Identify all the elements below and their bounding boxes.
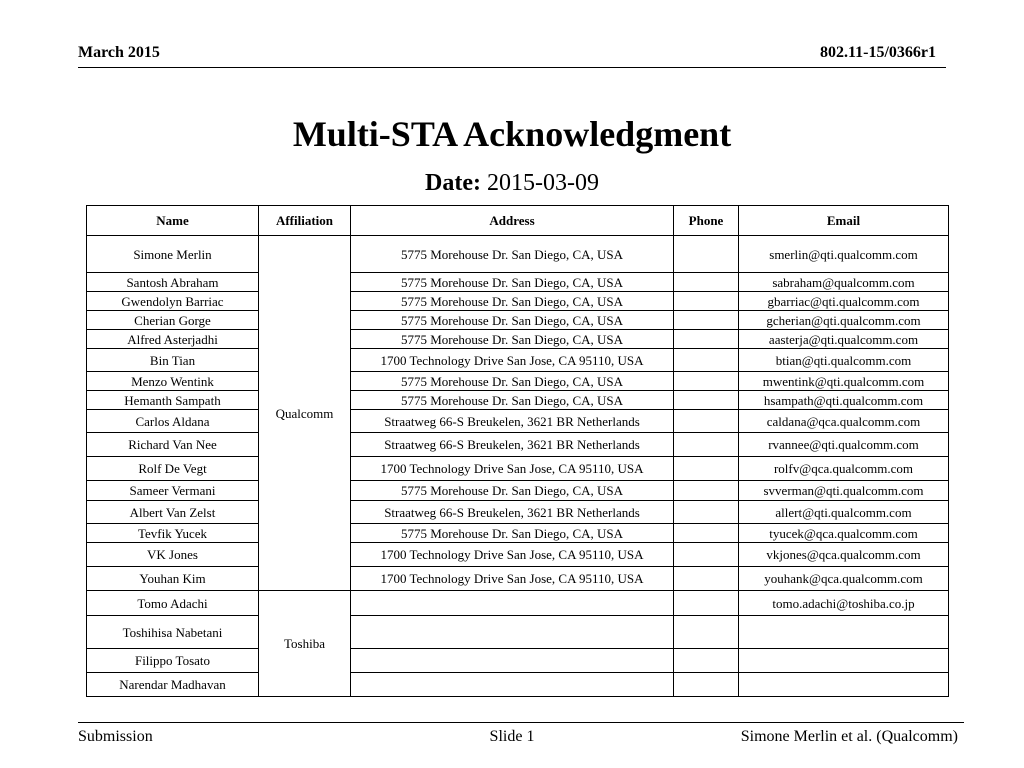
cell-email: tyucek@qca.qualcomm.com (739, 524, 949, 543)
cell-name: Toshihisa Nabetani (87, 616, 259, 649)
cell-email: gcherian@qti.qualcomm.com (739, 311, 949, 330)
cell-address: 5775 Morehouse Dr. San Diego, CA, USA (351, 330, 674, 349)
cell-email: hsampath@qti.qualcomm.com (739, 391, 949, 410)
cell-name: Albert Van Zelst (87, 501, 259, 524)
cell-name: VK Jones (87, 543, 259, 567)
cell-email: vkjones@qca.qualcomm.com (739, 543, 949, 567)
cell-email: rolfv@qca.qualcomm.com (739, 457, 949, 481)
header-divider (78, 67, 946, 68)
table-row (87, 616, 949, 649)
cell-email: smerlin@qti.qualcomm.com (739, 236, 949, 273)
cell-email: sabraham@qualcomm.com (739, 273, 949, 292)
table-row (87, 292, 949, 311)
column-header-name: Name (87, 206, 259, 236)
date-value: 2015-03-09 (486, 170, 599, 196)
cell-email (739, 673, 949, 697)
column-header-phone: Phone (674, 206, 739, 236)
table-row (87, 481, 949, 501)
table-row (87, 649, 949, 673)
cell-email: caldana@qca.qualcomm.com (739, 410, 949, 433)
table-row (87, 349, 949, 372)
table-row (87, 330, 949, 349)
cell-address: 5775 Morehouse Dr. San Diego, CA, USA (351, 524, 674, 543)
cell-phone (674, 524, 739, 543)
cell-address: 1700 Technology Drive San Jose, CA 95110, USA (351, 567, 674, 591)
cell-address (351, 673, 674, 697)
column-header-email: Email (739, 206, 949, 236)
cell-email: btian@qti.qualcomm.com (739, 349, 949, 372)
header-date: March 2015 (78, 44, 160, 61)
cell-phone (674, 273, 739, 292)
cell-email: allert@qti.qualcomm.com (739, 501, 949, 524)
cell-email: aasterja@qti.qualcomm.com (739, 330, 949, 349)
cell-name: Santosh Abraham (87, 273, 259, 292)
cell-phone (674, 567, 739, 591)
cell-name: Menzo Wentink (87, 372, 259, 391)
slide-title: Multi-STA Acknowledgment (292, 114, 732, 154)
cell-phone (674, 673, 739, 697)
cell-phone (674, 410, 739, 433)
table-row (87, 236, 949, 273)
cell-email: tomo.adachi@toshiba.co.jp (739, 591, 949, 616)
cell-address: 5775 Morehouse Dr. San Diego, CA, USA (351, 391, 674, 410)
cell-address: 1700 Technology Drive San Jose, CA 95110, USA (351, 457, 674, 481)
cell-email: svverman@qti.qualcomm.com (739, 481, 949, 501)
cell-name: Gwendolyn Barriac (87, 292, 259, 311)
cell-address (351, 591, 674, 616)
table-row (87, 410, 949, 433)
table-row (87, 372, 949, 391)
cell-email: youhank@qca.qualcomm.com (739, 567, 949, 591)
cell-phone (674, 616, 739, 649)
footer-author: Simone Merlin et al. (Qualcomm) (740, 728, 958, 745)
cell-phone (674, 349, 739, 372)
cell-name: Rolf De Vegt (87, 457, 259, 481)
cell-name: Sameer Vermani (87, 481, 259, 501)
footer-slide-number: Slide 1 (489, 728, 535, 745)
cell-address: 5775 Morehouse Dr. San Diego, CA, USA (351, 236, 674, 273)
table-row (87, 543, 949, 567)
cell-name: Richard Van Nee (87, 433, 259, 457)
table-row (87, 391, 949, 410)
column-header-address: Address (351, 206, 674, 236)
footer-submission: Submission (78, 728, 153, 745)
cell-phone (674, 372, 739, 391)
table-row (87, 591, 949, 616)
cell-email: gbarriac@qti.qualcomm.com (739, 292, 949, 311)
cell-address: Straatweg 66-S Breukelen, 3621 BR Netherlands (351, 433, 674, 457)
cell-email (739, 649, 949, 673)
cell-name: Simone Merlin (87, 236, 259, 273)
cell-phone (674, 330, 739, 349)
cell-name: Tevfik Yucek (87, 524, 259, 543)
cell-name: Hemanth Sampath (87, 391, 259, 410)
cell-name: Filippo Tosato (87, 649, 259, 673)
cell-phone (674, 236, 739, 273)
author-table (86, 205, 949, 697)
cell-address: 5775 Morehouse Dr. San Diego, CA, USA (351, 372, 674, 391)
table-row (87, 673, 949, 697)
cell-email: rvannee@qti.qualcomm.com (739, 433, 949, 457)
cell-address (351, 649, 674, 673)
date-line (0, 170, 1024, 197)
table-row (87, 567, 949, 591)
cell-address: 5775 Morehouse Dr. San Diego, CA, USA (351, 311, 674, 330)
cell-address: 5775 Morehouse Dr. San Diego, CA, USA (351, 481, 674, 501)
cell-phone (674, 543, 739, 567)
cell-name: Alfred Asterjadhi (87, 330, 259, 349)
table-row (87, 311, 949, 330)
cell-address: 1700 Technology Drive San Jose, CA 95110, USA (351, 543, 674, 567)
table-header-row (87, 206, 949, 236)
cell-name: Carlos Aldana (87, 410, 259, 433)
table-row (87, 501, 949, 524)
cell-phone (674, 391, 739, 410)
table-row (87, 457, 949, 481)
date-label: Date: (425, 170, 481, 196)
cell-phone (674, 457, 739, 481)
cell-address: Straatweg 66-S Breukelen, 3621 BR Netherlands (351, 501, 674, 524)
cell-phone (674, 292, 739, 311)
column-header-affiliation: Affiliation (259, 206, 351, 236)
footer-divider (78, 722, 964, 723)
cell-email (739, 616, 949, 649)
cell-address: 5775 Morehouse Dr. San Diego, CA, USA (351, 273, 674, 292)
cell-name: Tomo Adachi (87, 591, 259, 616)
cell-phone (674, 501, 739, 524)
cell-affiliation-toshiba: Toshiba (259, 591, 351, 697)
cell-phone (674, 433, 739, 457)
cell-name: Bin Tian (87, 349, 259, 372)
cell-address: 1700 Technology Drive San Jose, CA 95110, USA (351, 349, 674, 372)
table-row (87, 273, 949, 292)
cell-affiliation-qualcomm: Qualcomm (259, 236, 351, 591)
cell-phone (674, 649, 739, 673)
cell-name: Narendar Madhavan (87, 673, 259, 697)
cell-name: Youhan Kim (87, 567, 259, 591)
header-doc-number: 802.11-15/0366r1 (820, 44, 936, 61)
cell-address: Straatweg 66-S Breukelen, 3621 BR Netherlands (351, 410, 674, 433)
table-row (87, 524, 949, 543)
cell-phone (674, 481, 739, 501)
cell-phone (674, 311, 739, 330)
cell-address (351, 616, 674, 649)
table-row (87, 433, 949, 457)
cell-email: mwentink@qti.qualcomm.com (739, 372, 949, 391)
cell-address: 5775 Morehouse Dr. San Diego, CA, USA (351, 292, 674, 311)
cell-phone (674, 591, 739, 616)
cell-name: Cherian Gorge (87, 311, 259, 330)
